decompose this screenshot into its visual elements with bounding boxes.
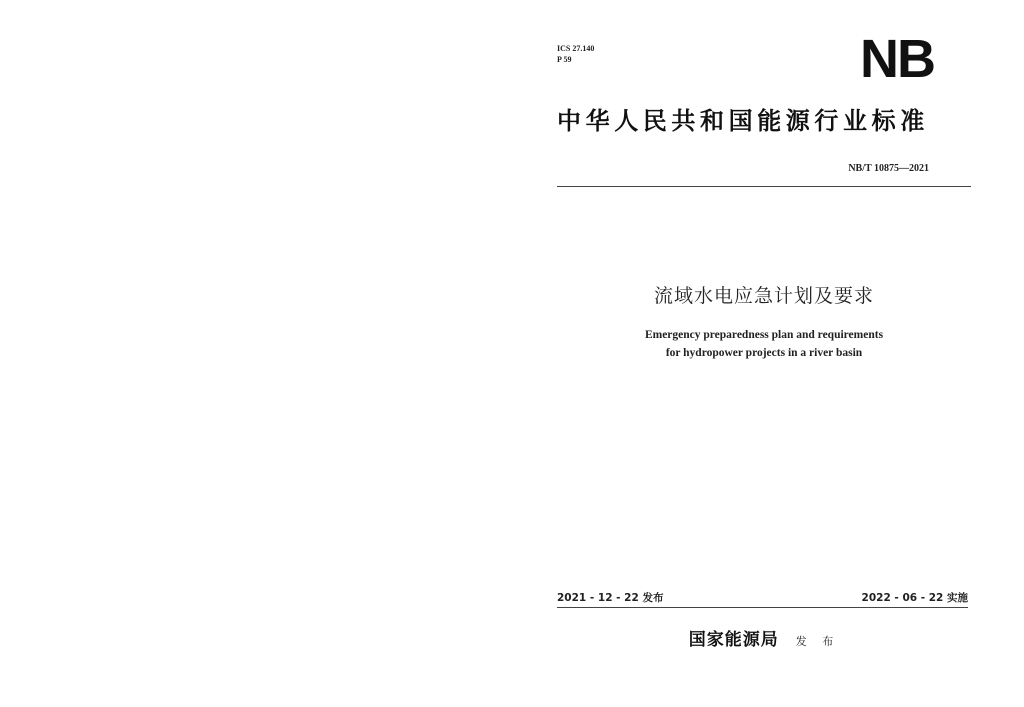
standard-number: NB/T 10875—2021 bbox=[848, 163, 929, 174]
issuer-name: 国家能源局 bbox=[688, 630, 779, 650]
classification-codes bbox=[557, 43, 594, 65]
title-chinese: 流域水电应急计划及要求 bbox=[653, 285, 874, 307]
nb-logo: NB bbox=[860, 29, 934, 89]
issuer-block bbox=[557, 628, 971, 654]
ics-code: ICS 27.140 bbox=[557, 44, 595, 53]
publish-date: 2021 - 12 - 22 发布 bbox=[557, 592, 664, 604]
ccs-code: P 59 bbox=[557, 55, 572, 64]
title-english bbox=[557, 326, 971, 362]
issuer-suffix: 发 布 bbox=[795, 635, 840, 648]
standard-category: 中华人民共和国能源行业标准 bbox=[557, 107, 929, 135]
footer-divider bbox=[557, 607, 968, 608]
title-english-line-1: Emergency preparedness plan and requirements bbox=[644, 329, 884, 341]
implement-date: 2022 - 06 - 22 实施 bbox=[861, 592, 968, 604]
title-english-line-2: for hydropower projects in a river basin bbox=[665, 347, 863, 359]
header-divider bbox=[557, 186, 971, 187]
